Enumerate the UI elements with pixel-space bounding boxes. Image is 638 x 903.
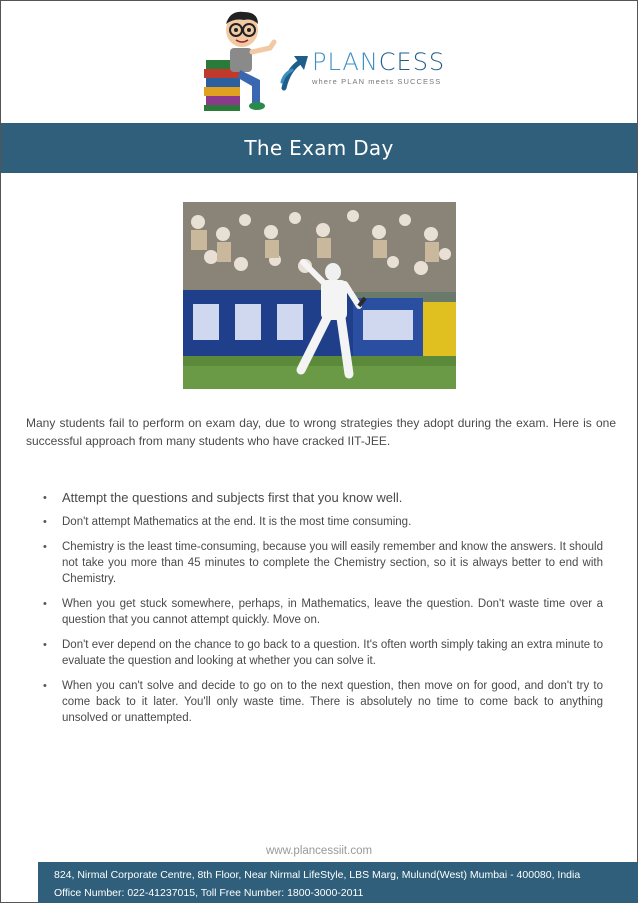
- list-item-text: When you get stuck somewhere, perhaps, in Mathematics, leave the question. Don't waste time over a question that you cannot attempt quickly. Move on.: [62, 598, 603, 626]
- intro-paragraph: Many students fail to perform on exam day, due to wrong strategies they adopt during the exam. Here is one successful approach from many students who have cracked IIT-JEE.: [26, 416, 616, 448]
- list-item: [40, 678, 603, 726]
- list-item-text: When you can't solve and decide to go on to the next question, then move on for good, and don't try to come back to it later. You'll only waste time. There is absolutely no time to come back to anything unsolved or unattempted.: [62, 680, 603, 724]
- list-item: [40, 637, 603, 669]
- brand-name-part2: CESS: [378, 48, 446, 76]
- bullet-icon: •: [43, 492, 47, 504]
- tips-list: [40, 488, 603, 735]
- arrow-logo-icon: [278, 52, 310, 92]
- footer-band: [38, 862, 638, 903]
- logo-area: [200, 8, 446, 113]
- cricket-photo: [183, 202, 456, 389]
- list-item: [40, 596, 603, 628]
- page-title: The Exam Day: [244, 136, 394, 160]
- bullet-icon: •: [43, 598, 47, 610]
- footer-phones: Office Number: 022-41237015, Toll Free Number: 1800-3000-2011: [54, 887, 364, 899]
- footer-address: 824, Nirmal Corporate Centre, 8th Floor, Near Nirmal LifeStyle, LBS Marg, Mulund(West) Mumbai - 400080, India: [54, 869, 581, 881]
- brand-name: [312, 48, 445, 76]
- bullet-icon: •: [43, 639, 47, 651]
- list-item: [40, 488, 603, 508]
- bullet-icon: •: [43, 680, 47, 692]
- list-item: [40, 514, 603, 530]
- mascot-illustration: [200, 8, 286, 112]
- brand-name-part1: PLAN: [312, 48, 379, 76]
- list-item: [40, 539, 603, 587]
- brand-tagline: where PLAN meets SUCCESS: [312, 77, 442, 86]
- bullet-icon: •: [43, 541, 47, 553]
- list-item-text: Chemistry is the least time-consuming, because you will easily remember and know the answers. It should not take you more than 45 minutes to complete the Chemistry section, so it is always better to end with Chemistry.: [62, 541, 603, 585]
- list-item-text: Don't attempt Mathematics at the end. It is the most time consuming.: [62, 516, 412, 528]
- list-item-text: Don't ever depend on the chance to go back to a question. It's often worth simply taking an extra minute to evaluate the question and looking at whether you can solve it.: [62, 639, 603, 667]
- title-band: [1, 123, 637, 173]
- bullet-icon: •: [43, 516, 47, 528]
- website-link[interactable]: www.plancessiit.com: [265, 845, 373, 857]
- list-item-text: Attempt the questions and subjects first that you know well.: [62, 490, 403, 505]
- brand-block: [312, 48, 445, 86]
